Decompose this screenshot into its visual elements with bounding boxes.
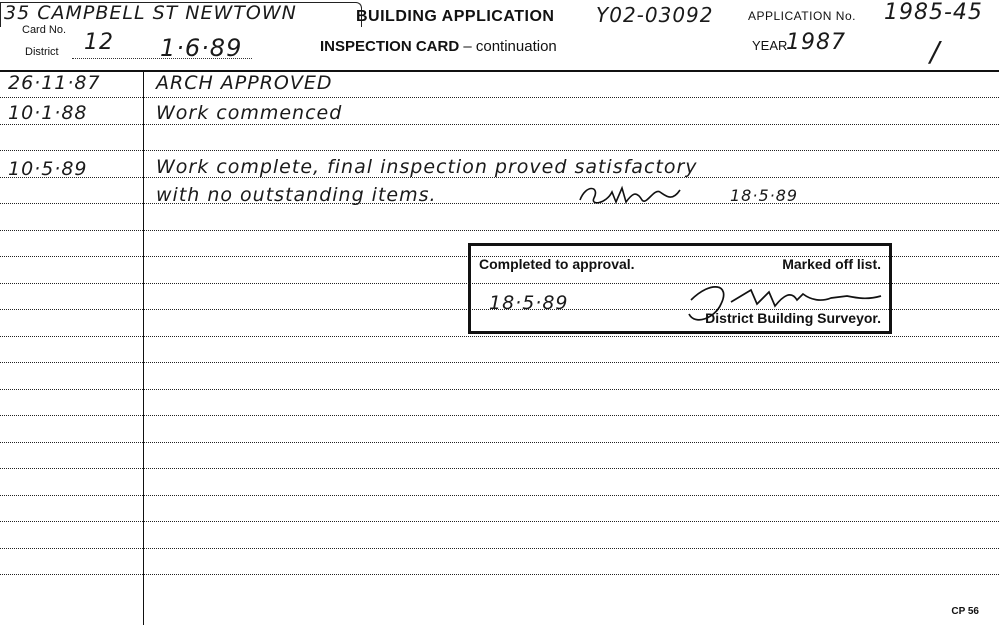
- entry-date: 10·5·89: [8, 158, 88, 180]
- inspection-card-title: [320, 38, 557, 55]
- header-divider: [0, 70, 999, 72]
- entry-date: 10·1·88: [8, 102, 88, 124]
- ruled-line: [0, 97, 999, 98]
- corner-mark: /: [930, 35, 941, 68]
- date-column-divider: [143, 70, 144, 625]
- inspection-card-suffix: – continuation: [463, 38, 557, 55]
- inspector-signature: [576, 180, 696, 210]
- form-code: CP 56: [951, 606, 979, 617]
- stamp-marked: Marked off list.: [782, 256, 881, 272]
- approval-stamp: [468, 243, 892, 334]
- ruled-line: [0, 150, 999, 151]
- ruled-line: [0, 574, 999, 575]
- ruled-line: [0, 203, 999, 204]
- property-address: 35 CAMPBELL ST NEWTOWN: [4, 2, 297, 24]
- entry-date: 26·11·87: [8, 72, 101, 94]
- ruled-line: [0, 548, 999, 549]
- ruled-line: [0, 495, 999, 496]
- ruled-line: [0, 415, 999, 416]
- year-value: 1987: [786, 30, 846, 55]
- district-value: 12: [84, 30, 114, 55]
- ruled-line: [0, 521, 999, 522]
- application-no-label: APPLICATION No.: [748, 9, 856, 23]
- ruled-line: [0, 336, 999, 337]
- building-application-number: Y02-03092: [596, 3, 714, 27]
- inspection-card-label: INSPECTION CARD: [320, 38, 460, 55]
- ruled-line: [0, 230, 999, 231]
- year-label: YEAR: [752, 38, 788, 53]
- building-application-label: BUILDING APPLICATION: [356, 8, 555, 25]
- stamp-completed: Completed to approval.: [479, 256, 635, 272]
- stamp-role: District Building Surveyor.: [705, 310, 881, 326]
- ruled-line: [0, 124, 999, 125]
- card-no-label: Card No.: [22, 24, 67, 36]
- signature-date: 18·5·89: [730, 186, 799, 205]
- entry-text: Work complete, final inspection proved satisfactory: [156, 156, 698, 178]
- ruled-line: [0, 468, 999, 469]
- ruled-line: [0, 442, 999, 443]
- stamp-date: 18·5·89: [489, 292, 569, 314]
- ruled-line: [0, 362, 999, 363]
- district-date: 1·6·89: [160, 34, 243, 62]
- ruled-line: [0, 389, 999, 390]
- entry-text: Work commenced: [156, 102, 343, 124]
- entry-text: ARCH APPROVED: [156, 72, 333, 94]
- application-no-value: 1985-45: [884, 0, 983, 25]
- entry-text-continued: with no outstanding items.: [156, 184, 437, 206]
- district-label: District: [25, 46, 59, 58]
